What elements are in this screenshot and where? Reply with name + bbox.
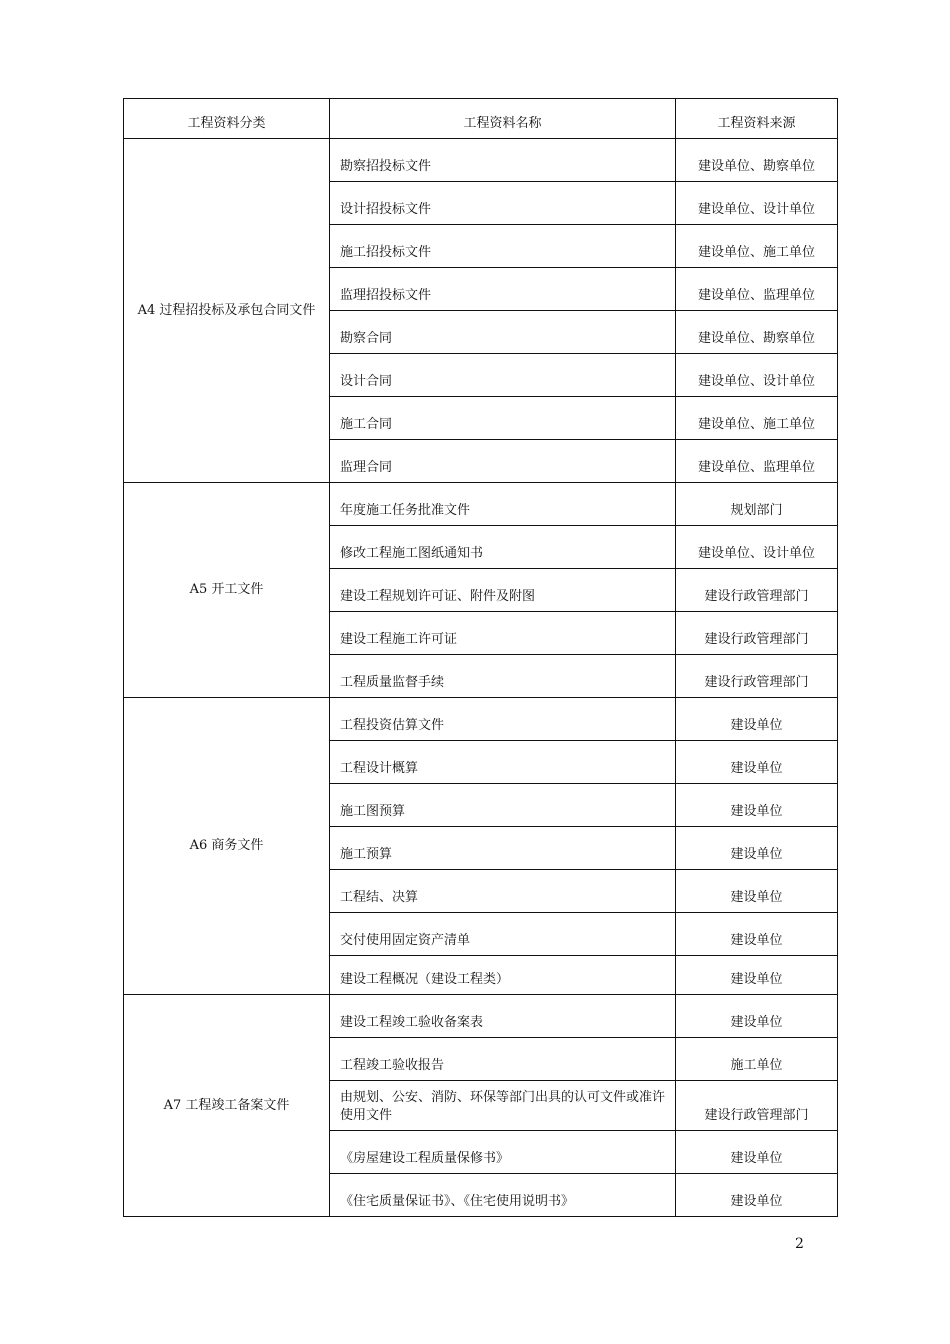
document-source-cell: 建设单位、施工单位 [676,397,838,440]
category-cell-a4: A4 过程招投标及承包合同文件 [124,139,330,483]
document-name-cell: 修改工程施工图纸通知书 [330,526,676,569]
header-name: 工程资料名称 [330,99,676,139]
document-source-cell: 建设单位、监理单位 [676,440,838,483]
table-row [124,139,838,182]
document-source-cell: 施工单位 [676,1038,838,1081]
header-category: 工程资料分类 [124,99,330,139]
document-name-cell: 施工预算 [330,827,676,870]
document-name-cell: 工程结、决算 [330,870,676,913]
document-name-cell: 施工合同 [330,397,676,440]
header-source: 工程资料来源 [676,99,838,139]
document-source-cell: 建设单位 [676,784,838,827]
category-cell-a5: A5 开工文件 [124,483,330,698]
document-name-cell: 建设工程规划许可证、附件及附图 [330,569,676,612]
document-name-cell: 工程设计概算 [330,741,676,784]
document-name-cell: 施工招投标文件 [330,225,676,268]
document-source-cell: 建设单位、设计单位 [676,354,838,397]
table-header-row [124,99,838,139]
table-row [124,995,838,1038]
document-source-cell: 建设行政管理部门 [676,612,838,655]
document-source-cell: 建设单位、设计单位 [676,526,838,569]
document-name-cell: 设计合同 [330,354,676,397]
table-row [124,698,838,741]
document-name-cell: 施工图预算 [330,784,676,827]
archive-table [123,98,838,1217]
document-source-cell: 建设行政管理部门 [676,569,838,612]
document-source-cell: 建设单位、施工单位 [676,225,838,268]
document-source-cell: 建设单位 [676,1131,838,1174]
document-name-cell: 勘察招投标文件 [330,139,676,182]
document-source-cell: 建设行政管理部门 [676,1081,838,1131]
document-name-cell: 建设工程概况（建设工程类） [330,956,676,995]
document-source-cell: 建设单位、勘察单位 [676,311,838,354]
document-source-cell: 建设单位 [676,698,838,741]
document-source-cell: 建设单位 [676,741,838,784]
table-body [124,139,838,1217]
document-source-cell: 建设单位、勘察单位 [676,139,838,182]
document-source-cell: 规划部门 [676,483,838,526]
document-name-cell: 工程竣工验收报告 [330,1038,676,1081]
document-source-cell: 建设单位 [676,827,838,870]
document-name-cell: 建设工程竣工验收备案表 [330,995,676,1038]
document-source-cell: 建设行政管理部门 [676,655,838,698]
document-source-cell: 建设单位 [676,995,838,1038]
document-source-cell: 建设单位 [676,913,838,956]
document-source-cell: 建设单位、设计单位 [676,182,838,225]
document-name-cell: 《房屋建设工程质量保修书》 [330,1131,676,1174]
document-source-cell: 建设单位、监理单位 [676,268,838,311]
document-name-cell: 建设工程施工许可证 [330,612,676,655]
document-name-cell: 监理招投标文件 [330,268,676,311]
document-source-cell: 建设单位 [676,870,838,913]
table-row [124,483,838,526]
document-name-cell: 工程质量监督手续 [330,655,676,698]
category-cell-a7: A7 工程竣工备案文件 [124,995,330,1217]
document-name-cell: 工程投资估算文件 [330,698,676,741]
page-number: 2 [795,1236,804,1252]
document-name-cell: 由规划、公安、消防、环保等部门出具的认可文件或准许使用文件 [330,1081,676,1131]
document-source-cell: 建设单位 [676,956,838,995]
document-name-cell: 年度施工任务批准文件 [330,483,676,526]
document-name-cell: 《住宅质量保证书》、《住宅使用说明书》 [330,1174,676,1217]
document-name-cell: 勘察合同 [330,311,676,354]
document-name-cell: 监理合同 [330,440,676,483]
document-name-cell: 交付使用固定资产清单 [330,913,676,956]
category-cell-a6: A6 商务文件 [124,698,330,995]
document-name-cell: 设计招投标文件 [330,182,676,225]
document-source-cell: 建设单位 [676,1174,838,1217]
